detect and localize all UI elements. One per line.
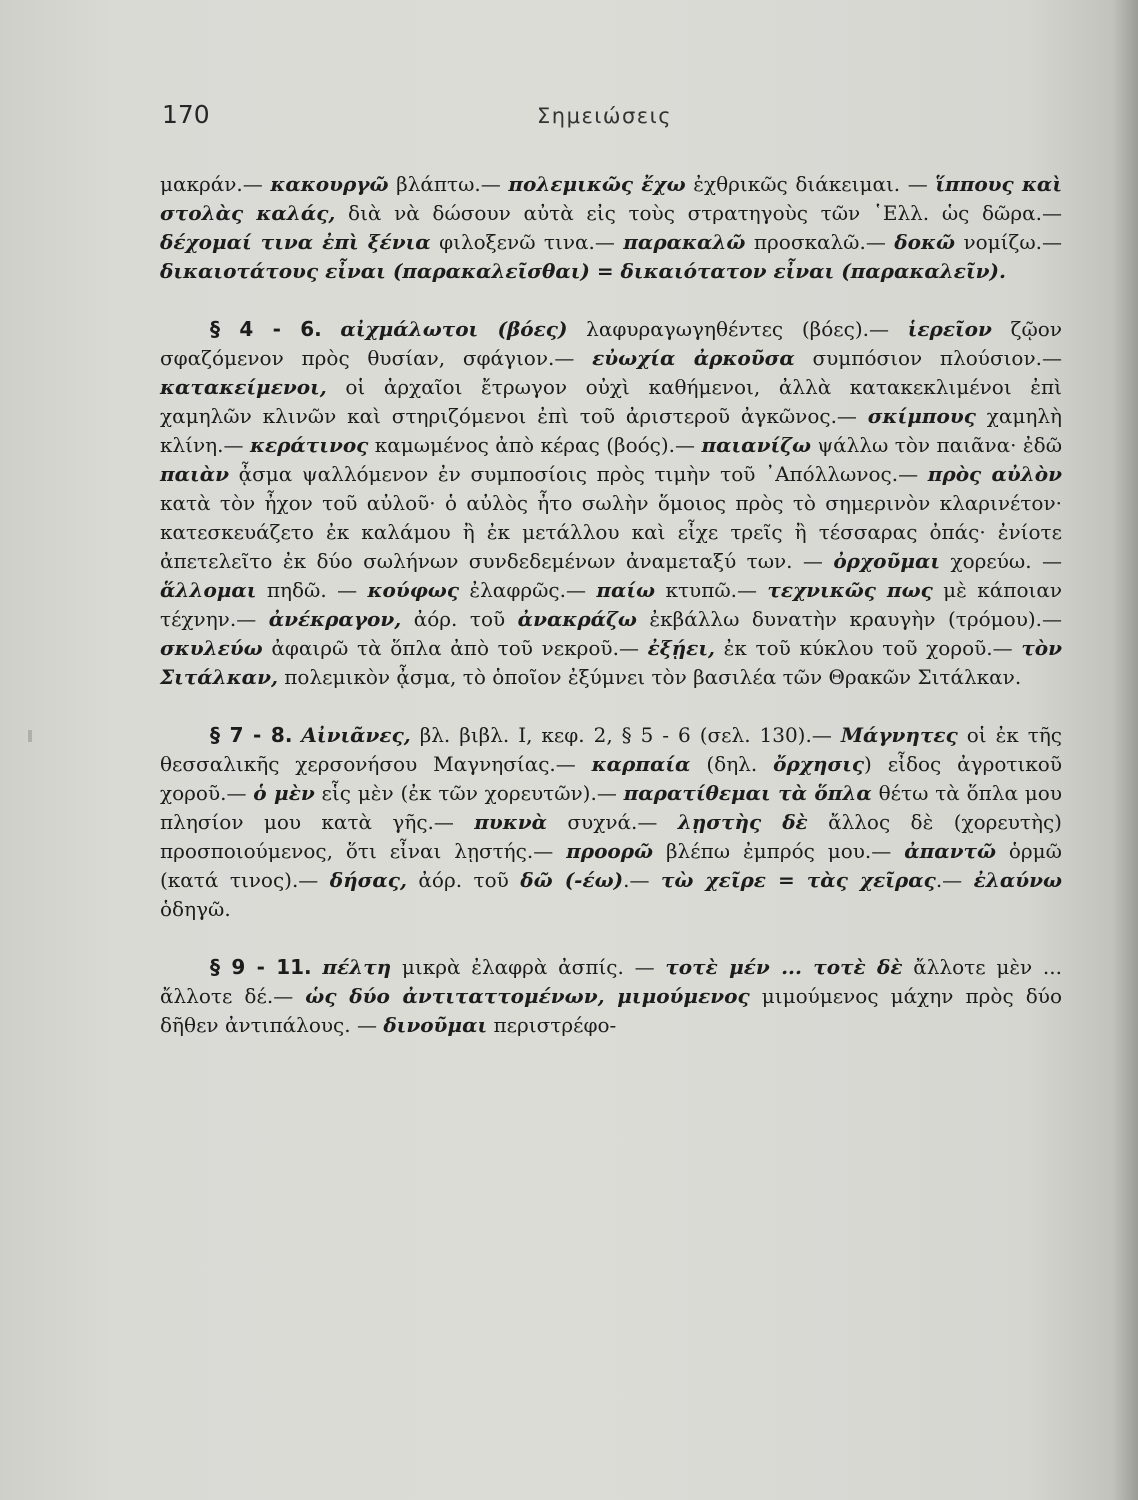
lemma-term: παιανίζω: [701, 433, 812, 457]
gloss-text: ζῷον σφαζόμενον πρὸς θυσίαν, σφάγιον.—: [160, 317, 1062, 370]
lemma-term: εὐωχία ἀρκοῦσα: [592, 346, 795, 370]
gloss-text: διὰ νὰ δώσουν αὐτὰ εἰς τοὺς στρατηγοὺς τῶν ῾Ελλ. ὡς δῶρα.—: [335, 201, 1062, 225]
lemma-term: ἀπαντῶ: [904, 839, 996, 863]
note-paragraph: [160, 315, 1062, 692]
lemma-term: δῶ (-έω): [520, 868, 624, 892]
gloss-text: χαμηλὴ κλίνη.—: [160, 404, 1063, 457]
lemma-term: ἐλαύνω: [973, 868, 1063, 892]
lemma-term: δοκῶ: [894, 230, 956, 254]
gloss-text: ἐλαφρῶς.—: [459, 578, 597, 602]
lemma-term: κακουργῶ: [270, 172, 389, 196]
lemma-term: σκίμπους: [867, 404, 976, 428]
gloss-text: ἐκβάλλω δυνατὴν κραυγὴν (τρόμου).—: [636, 607, 1063, 631]
lemma-term: ἱερεῖον: [907, 317, 992, 341]
gloss-text: οἱ ἀρχαῖοι ἔτρωγον οὐχὶ καθήμενοι, ἀλλὰ κατακεκλιμένοι ἐπὶ χαμηλῶν κλινῶν καὶ στηριζόμενοι ἐπὶ τοῦ ἀριστεροῦ ἀγκῶνος.—: [160, 375, 1062, 428]
scan-artifact: [28, 730, 32, 742]
lemma-term: τεχνικῶς πως: [767, 578, 933, 602]
note-paragraph: [160, 721, 1062, 924]
lemma-term: παιὰν: [160, 462, 229, 486]
gloss-text: ψάλλω τὸν παιᾶνα· ἐδῶ: [811, 433, 1063, 457]
lemma-term: ἀνέκραγον,: [268, 607, 402, 631]
gloss-text: μικρὰ ἐλαφρὰ ἀσπίς. —: [391, 955, 666, 979]
lemma-term: κούφως: [367, 578, 460, 602]
gloss-text: [322, 317, 341, 341]
lemma-term: δέχομαί τινα ἐπὶ ξένια: [160, 230, 431, 254]
lemma-term: πέλτη: [322, 955, 392, 979]
notes-body: [160, 170, 1062, 1040]
gloss-text: (δηλ.: [690, 752, 774, 776]
gloss-text: .—: [935, 868, 974, 892]
lemma-term: δήσας,: [329, 868, 407, 892]
gloss-text: ) εἶδος ἀγροτικοῦ χοροῦ.—: [160, 752, 1062, 805]
gloss-text: νομίζω.—: [955, 230, 1062, 254]
lemma-term: παίω: [596, 578, 656, 602]
gloss-text: προσκαλῶ.—: [745, 230, 895, 254]
note-paragraph: [160, 170, 1062, 286]
lemma-term: ἀνακράζω: [517, 607, 637, 631]
lemma-term: κατακείμενοι,: [160, 375, 327, 399]
lemma-term: λῃστὴς δὲ: [677, 810, 808, 834]
lemma-term: ὄρχησις: [773, 752, 865, 776]
gloss-text: ἀφαιρῶ τὰ ὅπλα ἀπὸ τοῦ νεκροῦ.—: [262, 636, 648, 660]
lemma-term: δικαιοτάτους εἶναι (παρακαλεῖσθαι) = δικαιότατον εἶναι (παρακαλεῖν).: [160, 259, 1006, 283]
lemma-term: καρπαία: [591, 752, 691, 776]
lemma-term: ἵππους καὶ στολὰς καλάς,: [160, 172, 1062, 225]
lemma-term: Μάγνητες: [840, 723, 958, 747]
note-paragraph: [160, 953, 1062, 1040]
gloss-text: μακράν.—: [160, 172, 271, 196]
lemma-term: πολεμικῶς ἔχω: [508, 172, 686, 196]
gloss-text: περιστρέφο-: [487, 1013, 617, 1037]
lemma-term: αἰχμάλωτοι (βόες): [340, 317, 568, 341]
lemma-term: σκυλεύω: [160, 636, 263, 660]
lemma-term: ἅλλομαι: [160, 578, 257, 602]
gloss-text: κατὰ τὸν ἦχον τοῦ αὐλοῦ· ὁ αὐλὸς ἦτο σωλὴν ὅμοιος πρὸς τὸ σημερινὸν κλαρινέτον· κατεσκευάζετο ἐκ καλάμου ἢ ἐκ μετάλλου καὶ εἶχε τρεῖς ἢ τέσσαρας ὀπάς· ἐνίοτε ἀπετελεῖτο ἐκ δύο σωλήνων συνδεδεμένων ἀναμεταξύ των. —: [160, 491, 1062, 573]
gloss-text: χορεύω. —: [940, 549, 1062, 573]
lemma-term: παρατίθεμαι τὰ ὅπλα: [623, 781, 872, 805]
gloss-text: ἄλλος δὲ (χορευτὴς) προσποιούμενος, ὅτι εἶναι λῃστής.—: [160, 810, 1062, 863]
lemma-term: ὡς δύο ἀντιταττομένων, μιμούμενος: [305, 984, 750, 1008]
gloss-text: ὁδηγῶ.: [160, 897, 231, 921]
gloss-text: ἐκ τοῦ κύκλου τοῦ χοροῦ.—: [714, 636, 1022, 660]
gloss-text: καμωμένος ἀπὸ κέρας (βοός).—: [368, 433, 702, 457]
gloss-text: συχνά.—: [547, 810, 678, 834]
section-marker: § 7 - 8.: [210, 723, 293, 747]
running-title: Σημειώσεις: [537, 104, 673, 128]
gloss-text: φιλοξενῶ τινα.—: [430, 230, 624, 254]
page-edge-shadow: [1112, 0, 1138, 1500]
gloss-text: ἄλλοτε μὲν ... ἄλλοτε δέ.—: [160, 955, 1063, 1008]
gloss-text: μὲ κάποιαν τέχνην.—: [160, 578, 1062, 631]
page-header: [162, 100, 1062, 140]
lemma-term: προορῶ: [566, 839, 654, 863]
lemma-term: ἐξῄει,: [647, 636, 715, 660]
gloss-text: [312, 955, 323, 979]
gloss-text: εἷς μὲν (ἐκ τῶν χορευτῶν).—: [314, 781, 624, 805]
lemma-term: τὸν Σιτάλκαν,: [160, 636, 1062, 689]
lemma-term: ὀρχοῦμαι: [833, 549, 941, 573]
lemma-term: πυκνὰ: [474, 810, 548, 834]
gloss-text: ἀόρ. τοῦ: [406, 868, 521, 892]
gloss-text: βλ. βιβλ. I, κεφ. 2, § 5 - 6 (σελ. 130).—: [410, 723, 841, 747]
gloss-text: βλάπτω.—: [388, 172, 509, 196]
lemma-term: τοτὲ μέν ... τοτὲ δὲ: [665, 955, 903, 979]
gloss-text: μιμούμενος μάχην πρὸς δύο δῆθεν ἀντιπάλους. —: [160, 984, 1063, 1037]
gloss-text: .—: [623, 868, 661, 892]
lemma-term: τὼ χεῖρε = τὰς χεῖρας: [660, 868, 936, 892]
page-number: 170: [162, 100, 210, 129]
gloss-text: κτυπῶ.—: [655, 578, 768, 602]
lemma-term: δινοῦμαι: [383, 1013, 488, 1037]
section-marker: § 9 - 11.: [210, 955, 312, 979]
gloss-text: οἱ ἐκ τῆς θεσσαλικῆς χερσονήσου Μαγνησίας.—: [160, 723, 1063, 776]
lemma-term: παρακαλῶ: [623, 230, 746, 254]
gloss-text: θέτω τὰ ὅπλα μου πλησίον μου κατὰ γῆς.—: [160, 781, 1062, 834]
gloss-text: βλέπω ἐμπρός μου.—: [653, 839, 905, 863]
gloss-text: ἐχθρικῶς διάκειμαι. —: [685, 172, 936, 196]
gloss-text: πηδῶ. —: [256, 578, 368, 602]
lemma-term: Αἰνιᾶνες,: [301, 723, 411, 747]
lemma-term: κεράτινος: [249, 433, 369, 457]
gloss-text: λαφυραγωγηθέντες (βόες).—: [567, 317, 908, 341]
section-marker: § 4 - 6.: [210, 317, 322, 341]
gloss-text: πολεμικὸν ᾆσμα, τὸ ὁποῖον ἐξύμνει τὸν βασιλέα τῶν Θρακῶν Σιτάλκαν.: [277, 665, 1022, 689]
lemma-term: πρὸς αὐλὸν: [927, 462, 1063, 486]
gloss-text: ὁρμῶ (κατά τινος).—: [160, 839, 1062, 892]
gloss-text: ἀόρ. τοῦ: [401, 607, 518, 631]
gloss-text: συμπόσιον πλούσιον.—: [794, 346, 1062, 370]
gloss-text: ᾆσμα ψαλλόμενον ἐν συμποσίοις πρὸς τιμὴν τοῦ ᾿Απόλλωνος.—: [228, 462, 928, 486]
lemma-term: ὁ μὲν: [253, 781, 315, 805]
